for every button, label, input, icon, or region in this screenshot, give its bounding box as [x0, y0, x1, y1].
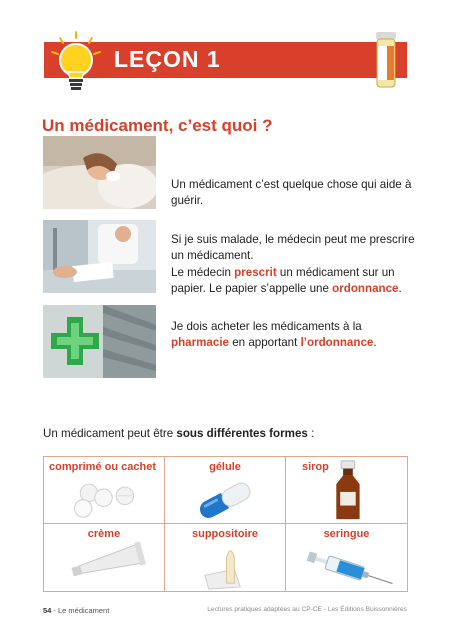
- footer-credit: Lectures pratiques adaptées au CP-CE - Les Éditions Buissonnières: [207, 606, 407, 613]
- form-cell-suppository: [165, 524, 286, 591]
- pharmacy-photo: [43, 305, 156, 378]
- paragraph-pharmacy: Je dois acheter les médicaments à la pharmacie en apportant l’ordonnance.: [171, 320, 377, 349]
- paragraph-definition: Un médicament c’est quelque chose qui aide à guérir.: [171, 178, 412, 207]
- form-cell-cream: [44, 524, 165, 591]
- page-number: 54: [43, 606, 52, 615]
- syringe-icon: [286, 524, 407, 591]
- form-label: comprimé ou cachet: [49, 461, 156, 473]
- chapter-name: - Le médicament: [51, 606, 110, 615]
- form-label: sirop: [302, 461, 329, 473]
- highlight-pharmacie: pharmacie: [171, 336, 229, 349]
- section-title: Un médicament, c’est quoi ?: [42, 116, 273, 135]
- form-label: seringue: [323, 528, 370, 540]
- suppository-icon: [165, 524, 285, 591]
- lesson-title: LEÇON 1: [114, 46, 221, 72]
- form-label: suppositoire: [191, 528, 258, 540]
- form-label: crème: [87, 528, 121, 540]
- form-label: gélule: [209, 461, 241, 473]
- capsule-icon: [165, 457, 285, 523]
- form-cell-syringe: [286, 524, 407, 591]
- syrup-bottle-icon: [286, 457, 407, 523]
- form-cell-tablets: [44, 457, 165, 524]
- lightbulb-icon: [50, 30, 102, 96]
- homeopathy-tube-icon: [372, 30, 400, 90]
- paragraph-doctor: Si je suis malade, le médecin peut me prescrire un médicament.: [171, 233, 415, 262]
- paragraph-prescription: Le médecin prescrit un médicament sur un papier. Le papier s’appelle une ordonnance.: [171, 266, 402, 295]
- sick-person-photo: [43, 136, 156, 209]
- form-cell-syrup: [286, 457, 407, 524]
- footer-page-info: [43, 606, 109, 615]
- forms-intro: Un médicament peut être sous différentes formes :: [43, 427, 315, 440]
- forms-table: [43, 456, 408, 592]
- highlight-ordonnance: ordonnance: [332, 282, 399, 295]
- highlight-l-ordonnance: l’ordonnance: [300, 336, 374, 349]
- doctor-prescribing-photo: [43, 220, 156, 293]
- cream-tube-icon: [44, 524, 164, 591]
- tablets-icon: [44, 457, 164, 523]
- highlight-prescrit: prescrit: [234, 266, 277, 279]
- form-cell-capsule: [165, 457, 286, 524]
